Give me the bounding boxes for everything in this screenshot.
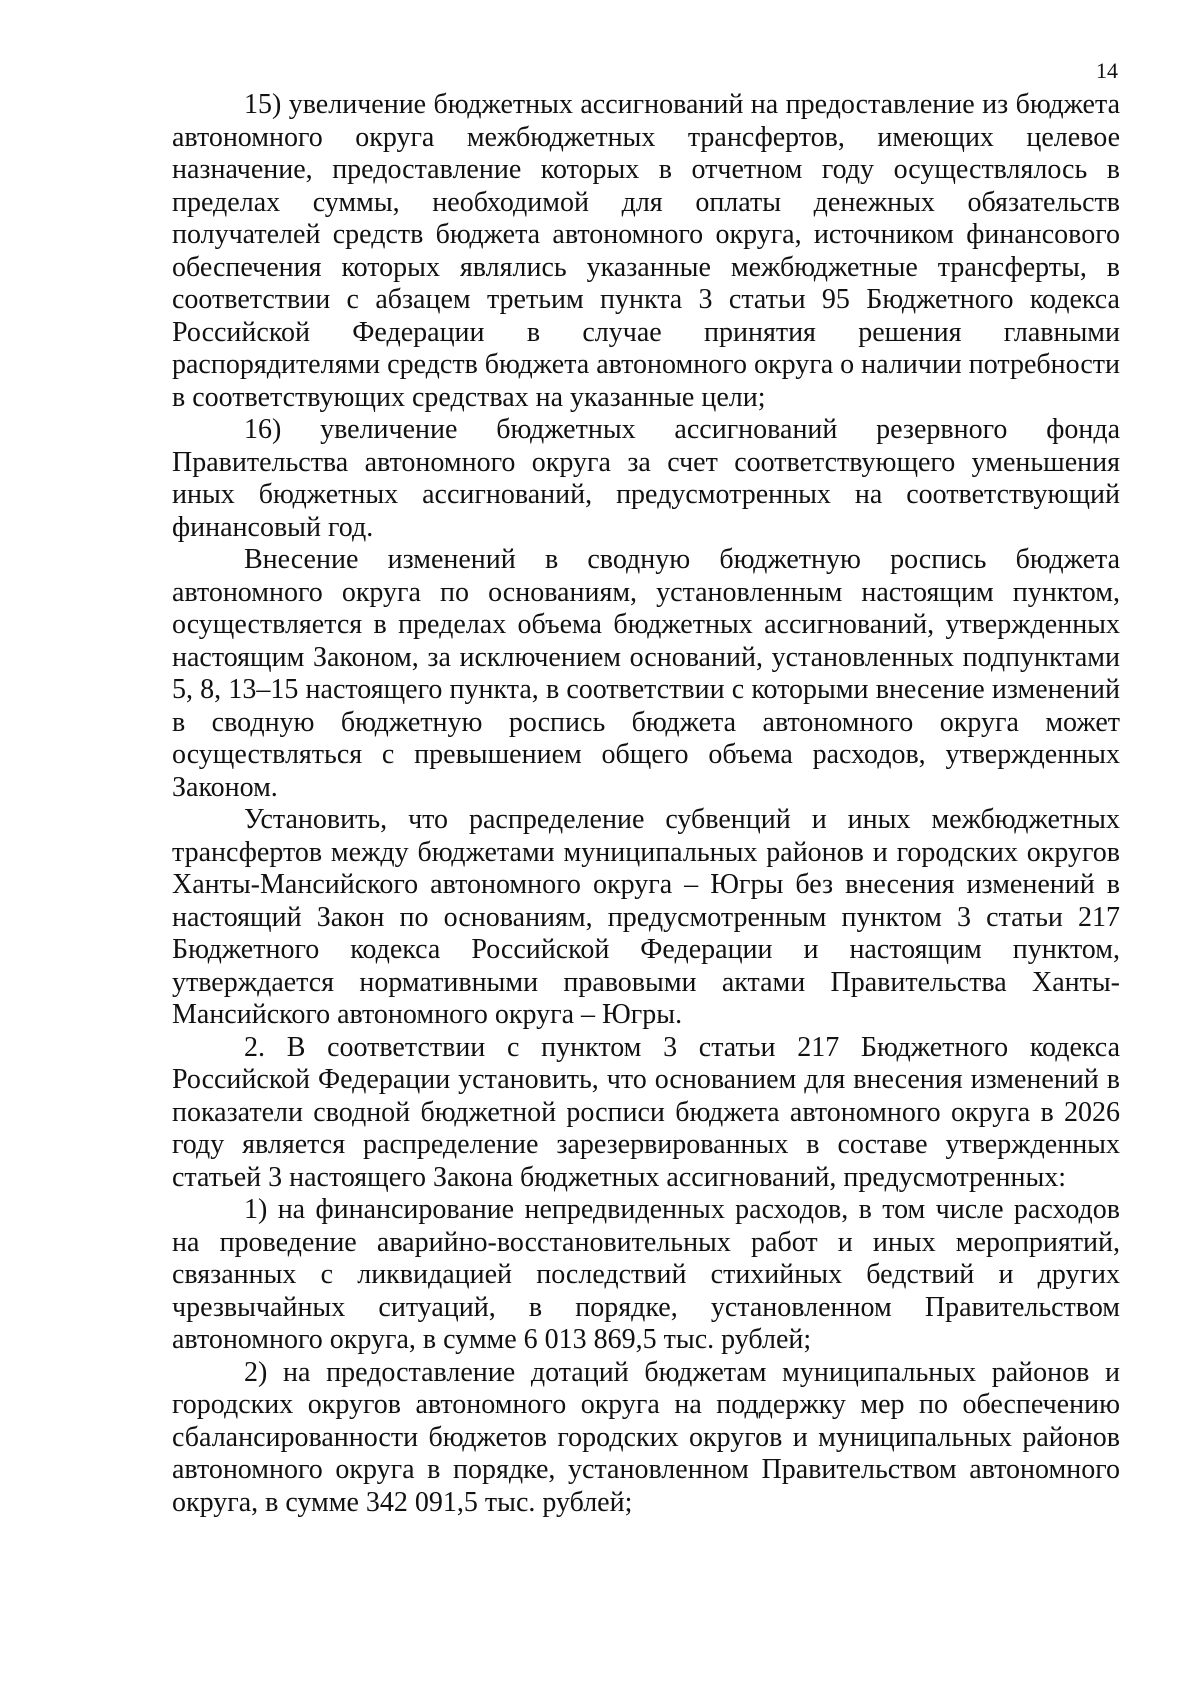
paragraph-item-16: 16) увеличение бюджетных ассигнований резервного фонда Правительства автономного округа за счет соответствующего уменьшения иных бюджетных ассигнований, предусмотренных на соответствующий финансовый год. [172, 414, 1120, 543]
paragraph-item-2: 2) на предоставление дотаций бюджетам муниципальных районов и городских округов автономного округа на поддержку мер по обеспечению сбалансированности бюджетов городских округов и муниципальных районов автономного округа в порядке, установленном Правительством автономного округа, в сумме 342 091,5 тыс. рублей; [172, 1356, 1120, 1518]
paragraph-section-2: 2. В соответствии с пунктом 3 статьи 217 Бюджетного кодекса Российской Федерации установить, что основанием для внесения изменений в показатели сводной бюджетной росписи бюджета автономного округа в 2026 году является распределение зарезервированных в составе утвержденных статьей 3 настоящего Закона бюджетных ассигнований, предусмотренных: [172, 1031, 1120, 1193]
paragraph-item-1: 1) на финансирование непредвиденных расходов, в том числе расходов на проведение аварийно-восстановительных работ и иных мероприятий, связанных с ликвидацией последствий стихийных бедствий и других чрезвычайных ситуаций, в порядке, установленном Правительством автономного округа, в сумме 6 013 869,5 тыс. рублей; [172, 1194, 1120, 1355]
paragraph-subventions: Установить, что распределение субвенций и иных межбюджетных трансфертов между бюджетами муниципальных районов и городских округов Ханты-Мансийского автономного округа – Югры без внесения изменений в настоящий Закон по основаниям, предусмотренным пунктом 3 статьи 217 Бюджетного кодекса Российской Федерации и настоящим пунктом, утверждается нормативными правовыми актами Правительства Ханты-Мансийского автономного округа – Югры. [172, 804, 1120, 1030]
page-number: 14 [1096, 58, 1118, 83]
paragraph-item-15: 15) увеличение бюджетных ассигнований на предоставление из бюджета автономного округа межбюджетных трансфертов, имеющих целевое назначение, предоставление которых в отчетном году осуществлялось в пределах суммы, необходимой для оплаты денежных обязательств получателей средств бюджета автономного округа, источником финансового обеспечения которых являлись указанные межбюджетные трансферты, в соответствии с абзацем третьим пункта 3 статьи 95 Бюджетного кодекса Российской Федерации в случае принятия решения главными распорядителями средств бюджета автономного округа о наличии потребности в соответствующих средствах на указанные цели; [172, 89, 1120, 413]
paragraph-budget-amendments: Внесение изменений в сводную бюджетную роспись бюджета автономного округа по основаниям, установленным настоящим пунктом, осуществляется в пределах объема бюджетных ассигнований, утвержденных настоящим Законом, за исключением оснований, установленных подпунктами 5, 8, 13–15 настоящего пункта, в соответствии с которыми внесение изменений в сводную бюджетную роспись бюджета автономного округа может осуществляться с превышением общего объема расходов, утвержденных Законом. [172, 544, 1120, 803]
document-body [172, 89, 1120, 1519]
